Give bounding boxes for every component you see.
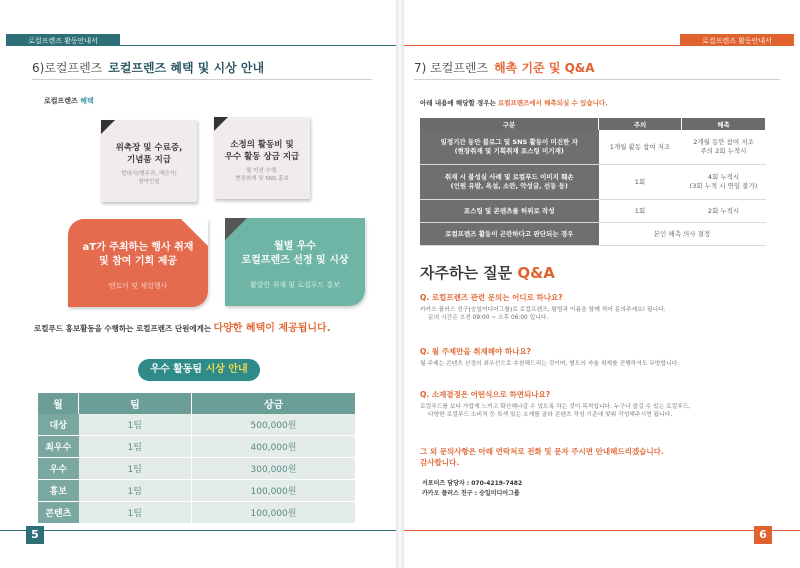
table-row	[38, 480, 356, 502]
big-card-corner-icon	[225, 218, 247, 240]
contact-line-2: 감사합니다.	[420, 458, 460, 467]
faq-answer-line1: 로컬푸드를 보다 가깝게 느끼고 확산해나갈 수 있도록 하는 것이 목적입니다. 누구나 즐길 수 있는 로컬푸드,	[420, 404, 691, 410]
award-row-prize: 100,000원	[192, 502, 356, 524]
big-card-main-line1: 월별 우수	[273, 241, 317, 252]
qa-title-text: 자주하는 질문	[420, 264, 513, 282]
award-header-team: 팀	[79, 393, 192, 414]
award-row-prize: 500,000원	[192, 414, 356, 436]
crit-dismiss-line1: 4회 누적시	[707, 173, 740, 181]
crit-type-line2: (인원 유발, 욕설, 소란, 악성글, 선동 등)	[450, 182, 568, 190]
table-row	[38, 436, 356, 458]
faq-item	[420, 346, 790, 368]
card-corner-icon	[214, 117, 228, 131]
supporter-contact: 서포터즈 담당자 : 070-4219-7482	[422, 480, 523, 487]
faq-question: Q. 소재결정은 어떤식으로 하면되나요?	[420, 390, 551, 399]
award-row-team: 1팀	[79, 480, 192, 502]
award-row-label: 홍보	[38, 480, 79, 502]
crit-header-type: 구분	[420, 118, 599, 130]
award-row-prize: 300,000원	[192, 458, 356, 480]
award-header-row	[38, 393, 356, 414]
left-tag-text: 로컬프렌즈 활동안내서	[28, 37, 98, 45]
award-table	[38, 393, 356, 524]
right-tag-text: 로컬프렌즈 활동안내서	[702, 37, 772, 45]
award-row-label: 우수	[38, 458, 79, 480]
crit-row-warning: 본인 해촉 의사 결정	[599, 223, 766, 246]
left-section-prefix: 6)로컬프렌즈	[32, 61, 103, 75]
award-row-label: 최우수	[38, 436, 79, 458]
faq-answer-line2: 다양한 로컬푸드 소비처 등 특색 있는 소재를 골라 콘텐츠 작성 기준에 맞춰 작성해주시면 됩니다.	[428, 412, 673, 418]
right-page	[404, 0, 800, 568]
award-header-month: 월	[38, 393, 79, 414]
table-row	[38, 502, 356, 524]
crit-row-warning: 1개월 활동 참여 저조	[599, 130, 682, 165]
right-footer-rule	[404, 530, 800, 531]
faq-answer-line2: 문의 시간은 오전 09:00 ~ 오후 06:00 입니다.	[428, 315, 549, 321]
right-page-number: 6	[754, 526, 772, 544]
crit-row-dismissal	[682, 165, 766, 200]
card-main-line2: 기념품 지급	[126, 155, 171, 165]
award-row-prize: 100,000원	[192, 480, 356, 502]
card-main-line1: 위촉장 및 수료증,	[115, 143, 183, 153]
award-title-highlight: 시상 안내	[205, 364, 248, 375]
crit-row-warning: 1회	[599, 200, 682, 223]
big-card-main-line1: aT가 주최하는 행사 취재	[82, 242, 194, 253]
crit-type-line1: 일정기간 동안 블로그 및 SNS 활동이 미진한 자	[440, 138, 578, 146]
crit-row-warning: 1회	[599, 165, 682, 200]
dismiss-intro	[420, 98, 608, 107]
benefit-label-highlight: 혜택	[80, 97, 94, 105]
dismiss-intro-highlight: 로컬프렌즈에서 해촉되실 수 있습니다.	[497, 99, 608, 107]
card-main-line2: 우수 활동 상금 지급	[224, 152, 300, 162]
contact-info	[422, 479, 522, 499]
crit-row-type: 포스팅 및 콘텐츠를 허위로 작성	[420, 200, 599, 223]
crit-type-line2: (현장취재 및 기획취재 포스팅 미기재)	[454, 147, 564, 155]
faq-answer-line1: 월 주제는 콘텐츠 선정의 최우선으로 추천해드리는 것이며, 별도의 자율 취재를 진행하셔도 무방합니다.	[420, 361, 680, 367]
table-row	[38, 414, 356, 436]
book-spine	[396, 0, 404, 568]
award-header-prize: 상금	[192, 393, 356, 414]
faq-question: Q. 월 주제만을 취재해야 하나요?	[420, 347, 531, 356]
big-card-sub: 멘토어 및 체험행사	[108, 282, 168, 290]
benefit-card-certificate	[101, 120, 197, 202]
award-row-team: 1팀	[79, 414, 192, 436]
crit-row-type	[420, 165, 599, 200]
award-row-team: 1팀	[79, 458, 192, 480]
crit-row-type: 로컬프렌즈 활동이 곤란하다고 판단되는 경우	[420, 223, 599, 246]
benefit-note-highlight: 다양한 혜택이 제공됩니다.	[213, 323, 331, 334]
award-row-team: 1팀	[79, 436, 192, 458]
left-section-heading: 로컬프렌즈 혜택 및 시상 안내	[108, 61, 265, 75]
right-tag	[680, 34, 794, 46]
card-sub-line2: 현장취재 및 SNS 홍보	[235, 176, 289, 182]
left-tag	[6, 34, 120, 46]
faq-item	[420, 389, 790, 419]
award-row-prize: 400,000원	[192, 436, 356, 458]
table-row	[420, 130, 766, 165]
benefit-label-prefix: 로컬프렌즈	[44, 97, 78, 105]
contact-message	[420, 446, 664, 468]
big-card-main-line2: 로컬프렌즈 선정 및 시상	[241, 255, 349, 266]
benefit-note	[34, 319, 331, 334]
faq-item	[420, 292, 790, 322]
crit-row-dismissal	[682, 130, 766, 165]
right-section-title	[414, 59, 595, 76]
big-card-cut-corner	[181, 219, 208, 246]
right-header-rule	[404, 45, 680, 46]
qa-title-highlight: Q&A	[517, 264, 555, 282]
table-row	[420, 223, 766, 246]
left-title-rule	[32, 79, 372, 80]
crit-header-dismissal: 해촉	[682, 118, 766, 130]
table-row	[38, 458, 356, 480]
left-section-title	[32, 59, 264, 76]
left-footer-rule	[0, 530, 396, 531]
qa-title	[420, 262, 555, 283]
left-page	[0, 0, 396, 568]
award-row-label: 콘텐츠	[38, 502, 79, 524]
table-row	[420, 200, 766, 223]
big-card-main-line2: 및 참여 기회 제공	[98, 256, 178, 267]
card-main-line1: 소정의 활동비 및	[230, 140, 294, 150]
big-card-sub: 활발한 취재 및 로컬푸드 홍보	[249, 281, 341, 289]
contact-line-1: 그 외 문의사항은 아래 연락처로 전화 및 문자 주시면 안내해드리겠습니다.	[420, 447, 664, 456]
crit-dismiss-line1: 2개월 동안 참여 저조	[693, 138, 754, 146]
award-row-label: 대상	[38, 414, 79, 436]
right-title-rule	[414, 79, 780, 80]
faq-answer-line1: 카카오 플러스 친구(승일미디어그룹)로 로컬프렌즈, 팀명과 이름을 함께 적어 문의주세요! 됩니다.	[420, 307, 666, 313]
right-section-prefix: 7) 로컬프렌즈	[414, 61, 489, 75]
left-header-rule	[120, 45, 396, 46]
dismissal-table	[420, 118, 766, 246]
crit-dismiss-line2: 주의 2회 누적시	[700, 147, 747, 155]
crit-header-warning: 주의	[599, 118, 682, 130]
faq-question: Q. 로컬프렌즈 관련 문의는 어디로 하나요?	[420, 293, 563, 302]
benefit-card-activity-fee	[214, 117, 310, 199]
benefit-note-text: 로컬푸드 홍보활동을 수행하는 로컬프렌즈 단원에게는	[34, 324, 212, 333]
card-sub-line2: 참여인원	[138, 179, 160, 185]
left-page-number: 5	[26, 526, 44, 544]
award-row-team: 1팀	[79, 502, 192, 524]
card-sub-line1: 발대식(행주퀴, 해단식)	[121, 171, 177, 177]
crit-dismiss-line2: (3회 누적 시 연임 불가)	[689, 182, 758, 190]
kakao-contact: 카카오 플러스 친구 : 승일미디어그룹	[422, 490, 520, 497]
crit-header-row	[420, 118, 766, 130]
award-title-text: 우수 활동팀	[150, 364, 203, 375]
card-corner-icon	[101, 120, 115, 134]
dismiss-intro-text: 아래 내용에 해당할 경우는	[420, 99, 496, 107]
card-sub-line1: 월 미션 수행,	[246, 168, 278, 174]
award-title	[138, 359, 260, 381]
table-row	[420, 165, 766, 200]
crit-type-line1: 취재 시 불성실 사례 및 로컬푸드 이미지 훼손	[444, 173, 574, 181]
crit-row-dismissal: 2회 누적시	[682, 200, 766, 223]
crit-row-type	[420, 130, 599, 165]
right-section-heading: 해촉 기준 및 Q&A	[494, 61, 595, 75]
benefit-label	[44, 96, 94, 106]
